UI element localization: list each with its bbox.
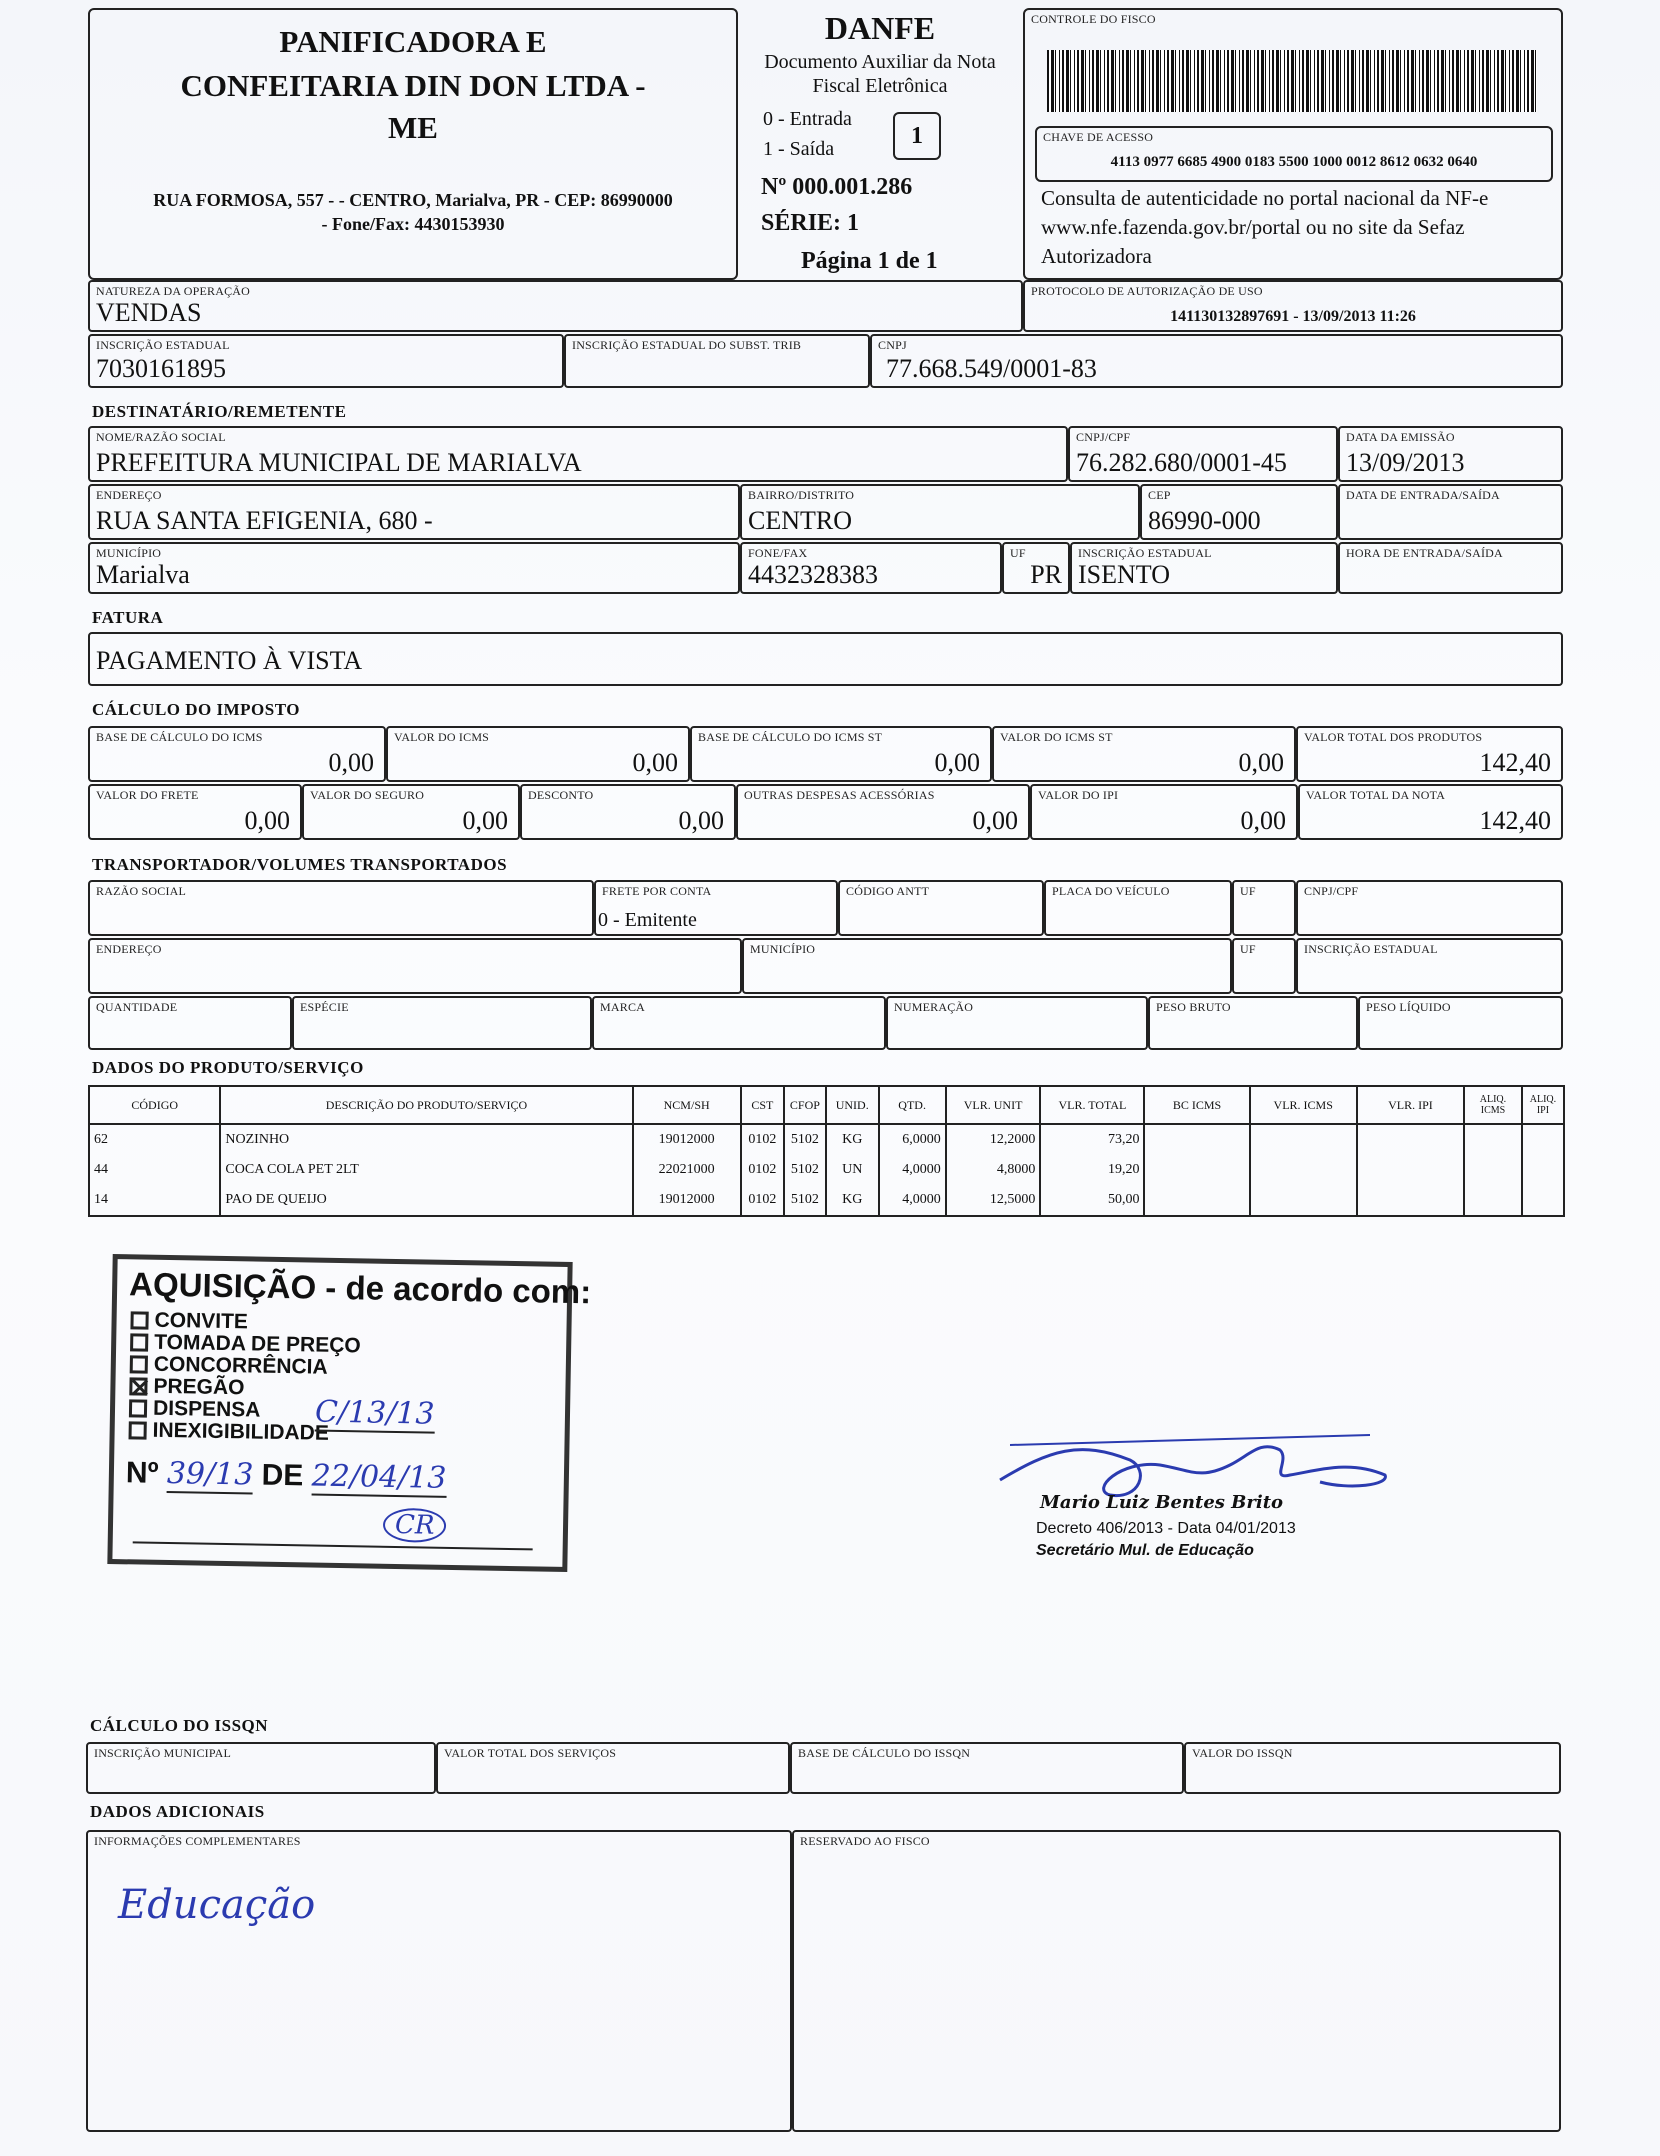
dest-entrada-cell xyxy=(1338,484,1563,540)
cell-vlr-unit: 12,2000 xyxy=(946,1124,1041,1155)
stamp-de: DE xyxy=(261,1458,304,1493)
stamp-title: AQUISIÇÃO - de acordo com: xyxy=(128,1265,592,1311)
imposto-label: VALOR DO SEGURO xyxy=(310,788,425,802)
transp-quantidade-cell xyxy=(88,996,292,1050)
danfe-serie: SÉRIE: 1 xyxy=(761,210,860,236)
imposto-cell xyxy=(1298,784,1563,840)
dest-nome-cell xyxy=(88,426,1068,482)
protocolo-value: 141130132897691 - 13/09/2013 11:26 xyxy=(1170,308,1416,325)
cell-descricao: COCA COLA PET 2LT xyxy=(220,1155,632,1185)
transp-uf2-label: UF xyxy=(1240,942,1256,956)
transp-numeracao-label: NUMERAÇÃO xyxy=(894,1000,974,1014)
cnpj-value: 77.668.549/0001-83 xyxy=(886,354,1097,383)
cell-aliq-icms xyxy=(1464,1124,1522,1155)
cell-vlr-icms xyxy=(1250,1124,1357,1155)
produtos-header-row xyxy=(89,1086,1564,1124)
dest-cnpj-cell xyxy=(1068,426,1338,482)
cell-bc-icms xyxy=(1144,1155,1249,1185)
dest-municipio-label: MUNICÍPIO xyxy=(96,546,162,560)
issqn-cell xyxy=(790,1742,1184,1794)
imposto-cell xyxy=(386,726,690,782)
imposto-value: 0,00 xyxy=(244,806,290,835)
stamp-numero-prefix: Nº xyxy=(125,1456,159,1490)
table-row xyxy=(89,1185,1564,1216)
stamp-option: CONVITE xyxy=(130,1309,361,1335)
imposto-title: CÁLCULO DO IMPOSTO xyxy=(92,700,300,719)
cell-aliq-ipi xyxy=(1522,1155,1564,1185)
issqn-title: CÁLCULO DO ISSQN xyxy=(90,1716,269,1735)
dest-fone-cell xyxy=(740,542,1002,594)
col-header: VLR. ICMS xyxy=(1250,1086,1357,1124)
issqn-cell xyxy=(1184,1742,1561,1794)
dest-bairro-value: CENTRO xyxy=(748,506,852,535)
signature-name: Mario Luiz Bentes Brito xyxy=(1040,1492,1284,1513)
cnpj-label: CNPJ xyxy=(878,338,907,352)
transp-peso-liquido-label: PESO LÍQUIDO xyxy=(1366,1000,1451,1014)
transp-municipio-cell xyxy=(742,938,1232,994)
imposto-cell xyxy=(690,726,992,782)
ie-st-label: INSCRIÇÃO ESTADUAL DO SUBST. TRIB xyxy=(572,338,802,352)
cell-unid: KG xyxy=(826,1185,879,1216)
cell-vlr-total: 50,00 xyxy=(1040,1185,1144,1216)
stamp-option-checked: PREGÃO xyxy=(129,1375,360,1401)
natureza-value: VENDAS xyxy=(96,298,202,327)
danfe-saida: 1 - Saída xyxy=(763,138,835,160)
issqn-cell xyxy=(436,1742,790,1794)
transp-quantidade-label: QUANTIDADE xyxy=(96,1000,178,1014)
ie-st-cell xyxy=(564,334,870,388)
chave-box xyxy=(1035,126,1553,182)
cell-cfop: 5102 xyxy=(784,1124,826,1155)
col-header: VLR. UNIT xyxy=(946,1086,1041,1124)
imposto-cell xyxy=(302,784,520,840)
danfe-block xyxy=(745,8,1015,280)
dest-nome-value: PREFEITURA MUNICIPAL DE MARIALVA xyxy=(96,448,582,477)
dest-bairro-label: BAIRRO/DISTRITO xyxy=(748,488,855,502)
cell-vlr-total: 19,20 xyxy=(1040,1155,1144,1185)
fatura-title: FATURA xyxy=(92,608,164,627)
transp-municipio-label: MUNICÍPIO xyxy=(750,942,816,956)
transp-marca-cell xyxy=(592,996,886,1050)
transp-antt-label: CÓDIGO ANTT xyxy=(846,884,930,898)
col-header: CFOP xyxy=(784,1086,826,1124)
stamp-signature-line xyxy=(133,1541,533,1550)
emitter-name-2: CONFEITARIA DIN DON LTDA - xyxy=(180,68,646,103)
issqn-cell xyxy=(86,1742,436,1794)
stamp-option: DISPENSA xyxy=(129,1397,360,1423)
imposto-cell xyxy=(1296,726,1563,782)
imposto-cell xyxy=(520,784,736,840)
cell-vlr-ipi xyxy=(1357,1124,1464,1155)
cell-cst: 0102 xyxy=(741,1124,784,1155)
reservado-fisco-cell xyxy=(792,1830,1561,2132)
fatura-value: PAGAMENTO À VISTA xyxy=(96,646,363,675)
transp-razao-label: RAZÃO SOCIAL xyxy=(96,884,187,898)
dest-endereco-value: RUA SANTA EFIGENIA, 680 - xyxy=(96,506,433,535)
issqn-label: VALOR DO ISSQN xyxy=(1192,1746,1293,1760)
col-header: QTD. xyxy=(879,1086,946,1124)
imposto-value: 0,00 xyxy=(1238,748,1284,777)
cell-descricao: NOZINHO xyxy=(220,1124,632,1155)
transp-peso-bruto-cell xyxy=(1148,996,1358,1050)
ie-cell xyxy=(88,334,564,388)
barcode xyxy=(1047,50,1537,112)
col-header: CÓDIGO xyxy=(89,1086,220,1124)
imposto-cell xyxy=(992,726,1296,782)
danfe-numero: Nº 000.001.286 xyxy=(761,174,913,200)
imposto-cell xyxy=(88,784,302,840)
dest-uf-label: UF xyxy=(1010,546,1026,560)
cell-qtd: 4,0000 xyxy=(879,1155,946,1185)
dest-cnpj-label: CNPJ/CPF xyxy=(1076,430,1131,444)
transp-endereco-cell xyxy=(88,938,742,994)
cell-descricao: PAO DE QUEIJO xyxy=(220,1185,632,1216)
imposto-label: VALOR DO ICMS ST xyxy=(1000,730,1113,744)
checkbox-icon xyxy=(130,1312,148,1330)
transp-numeracao-cell xyxy=(886,996,1148,1050)
issqn-label: BASE DE CÁLCULO DO ISSQN xyxy=(798,1746,971,1760)
fatura-cell xyxy=(88,632,1563,686)
cell-cfop: 5102 xyxy=(784,1155,826,1185)
transp-frete-value: 0 - Emitente xyxy=(598,909,697,931)
col-header: DESCRIÇÃO DO PRODUTO/SERVIÇO xyxy=(220,1086,632,1124)
col-header: ALIQ. IPI xyxy=(1522,1086,1564,1124)
cnpj-cell xyxy=(870,334,1563,388)
dest-hora-label: HORA DE ENTRADA/SAÍDA xyxy=(1346,546,1503,560)
dest-ie-label: INSCRIÇÃO ESTADUAL xyxy=(1078,546,1212,560)
ie-value: 7030161895 xyxy=(96,354,226,383)
emitter-name-3: ME xyxy=(388,110,438,145)
emitter-box xyxy=(88,8,738,280)
imposto-label: OUTRAS DESPESAS ACESSÓRIAS xyxy=(744,788,935,802)
stamp-rubrica: CR xyxy=(383,1508,447,1543)
imposto-value: 0,00 xyxy=(328,748,374,777)
dest-uf-cell xyxy=(1002,542,1070,594)
danfe-pagina: Página 1 de 1 xyxy=(801,248,938,274)
transp-cnpj-cell xyxy=(1296,880,1563,936)
cell-bc-icms xyxy=(1144,1124,1249,1155)
transp-frete-label: FRETE POR CONTA xyxy=(602,884,712,898)
transp-uf2-cell xyxy=(1232,938,1296,994)
col-header: ALIQ. ICMS xyxy=(1464,1086,1522,1124)
imposto-label: VALOR DO IPI xyxy=(1038,788,1119,802)
signature-decreto: Decreto 406/2013 - Data 04/01/2013 xyxy=(1036,1520,1296,1537)
issqn-label: VALOR TOTAL DOS SERVIÇOS xyxy=(444,1746,617,1760)
imposto-value: 142,40 xyxy=(1479,806,1551,835)
col-header: CST xyxy=(741,1086,784,1124)
col-header: NCM/SH xyxy=(633,1086,741,1124)
danfe-title: DANFE xyxy=(824,10,936,46)
cell-vlr-icms xyxy=(1250,1155,1357,1185)
transp-especie-label: ESPÉCIE xyxy=(300,1000,349,1014)
chave-acesso: 4113 0977 6685 4900 0183 5500 1000 0012 8612 0632 0640 xyxy=(1110,154,1478,170)
dest-fone-value: 4432328383 xyxy=(748,560,878,589)
cell-vlr-ipi xyxy=(1357,1155,1464,1185)
dest-municipio-value: Marialva xyxy=(96,560,190,589)
dest-emissao-cell xyxy=(1338,426,1563,482)
cell-vlr-icms xyxy=(1250,1185,1357,1216)
checkbox-icon xyxy=(129,1422,147,1440)
cell-vlr-unit: 4,8000 xyxy=(946,1155,1041,1185)
dest-endereco-cell xyxy=(88,484,740,540)
transp-razao-cell xyxy=(88,880,594,936)
cell-aliq-icms xyxy=(1464,1185,1522,1216)
transp-placa-cell xyxy=(1044,880,1232,936)
imposto-label: BASE DE CÁLCULO DO ICMS xyxy=(96,730,263,744)
produtos-table xyxy=(88,1085,1565,1217)
cell-vlr-total: 73,20 xyxy=(1040,1124,1144,1155)
transp-antt-cell xyxy=(838,880,1044,936)
imposto-value: 0,00 xyxy=(972,806,1018,835)
transp-uf-cell xyxy=(1232,880,1296,936)
cell-codigo: 14 xyxy=(89,1185,220,1216)
dest-ie-cell xyxy=(1070,542,1338,594)
info-handwritten: Educação xyxy=(118,1882,316,1928)
cell-ncm: 22021000 xyxy=(633,1155,741,1185)
cell-aliq-ipi xyxy=(1522,1124,1564,1155)
transp-especie-cell xyxy=(292,996,592,1050)
danfe-tipo-box: 1 xyxy=(893,112,941,160)
dest-emissao-label: DATA DA EMISSÃO xyxy=(1346,430,1455,444)
imposto-label: VALOR DO ICMS xyxy=(394,730,490,744)
cell-aliq-icms xyxy=(1464,1155,1522,1185)
natureza-cell xyxy=(88,280,1023,332)
dest-emissao-value: 13/09/2013 xyxy=(1346,448,1465,477)
imposto-label: BASE DE CÁLCULO DO ICMS ST xyxy=(698,730,883,744)
transp-cnpj-label: CNPJ/CPF xyxy=(1304,884,1359,898)
signature-block xyxy=(990,1420,1410,1580)
stamp-option: TOMADA DE PREÇO xyxy=(130,1331,361,1357)
transp-ie-cell xyxy=(1296,938,1563,994)
protocolo-label: PROTOCOLO DE AUTORIZAÇÃO DE USO xyxy=(1031,284,1263,298)
cell-aliq-ipi xyxy=(1522,1185,1564,1216)
cell-unid: UN xyxy=(826,1155,879,1185)
transporte-title: TRANSPORTADOR/VOLUMES TRANSPORTADOS xyxy=(92,855,508,874)
transp-ie-label: INSCRIÇÃO ESTADUAL xyxy=(1304,942,1438,956)
produtos-title: DADOS DO PRODUTO/SERVIÇO xyxy=(92,1058,364,1077)
cell-unid: KG xyxy=(826,1124,879,1155)
cell-qtd: 4,0000 xyxy=(879,1185,946,1216)
imposto-cell xyxy=(1030,784,1298,840)
imposto-value: 0,00 xyxy=(632,748,678,777)
cell-ncm: 19012000 xyxy=(633,1124,741,1155)
reservado-fisco-label: RESERVADO AO FISCO xyxy=(800,1834,930,1848)
stamp-numero-line xyxy=(126,1455,447,1496)
aquisicao-stamp xyxy=(107,1254,592,1572)
table-row xyxy=(89,1155,1564,1185)
imposto-value: 0,00 xyxy=(934,748,980,777)
signature-cargo: Secretário Mul. de Educação xyxy=(1036,1542,1254,1559)
cell-cst: 0102 xyxy=(741,1185,784,1216)
cell-ncm: 19012000 xyxy=(633,1185,741,1216)
checked-checkbox-icon xyxy=(129,1378,147,1396)
dest-fone-label: FONE/FAX xyxy=(748,546,808,560)
checkbox-icon xyxy=(130,1356,148,1374)
natureza-label: NATUREZA DA OPERAÇÃO xyxy=(96,284,251,298)
imposto-value: 0,00 xyxy=(678,806,724,835)
imposto-value: 0,00 xyxy=(462,806,508,835)
checkbox-icon xyxy=(129,1400,147,1418)
checkbox-icon xyxy=(130,1334,148,1352)
emitter-name-1: PANIFICADORA E xyxy=(279,24,547,59)
issqn-label: INSCRIÇÃO MUNICIPAL xyxy=(94,1746,232,1760)
destinatario-title: DESTINATÁRIO/REMETENTE xyxy=(92,402,347,421)
col-header: UNID. xyxy=(826,1086,879,1124)
dest-bairro-cell xyxy=(740,484,1140,540)
dest-cnpj-value: 76.282.680/0001-45 xyxy=(1076,448,1287,477)
dest-entrada-label: DATA DE ENTRADA/SAÍDA xyxy=(1346,488,1500,502)
col-header: VLR. TOTAL xyxy=(1040,1086,1144,1124)
cell-cst: 0102 xyxy=(741,1155,784,1185)
cell-vlr-unit: 12,5000 xyxy=(946,1185,1041,1216)
table-row xyxy=(89,1124,1564,1155)
stamp-option: INEXIGIBILIDADE xyxy=(128,1419,359,1445)
cell-qtd: 6,0000 xyxy=(879,1124,946,1155)
transp-frete-cell xyxy=(594,880,838,936)
stamp-option: CONCORRÊNCIA xyxy=(130,1353,361,1379)
dest-municipio-cell xyxy=(88,542,740,594)
cell-cfop: 5102 xyxy=(784,1185,826,1216)
col-header: VLR. IPI xyxy=(1357,1086,1464,1124)
protocolo-cell xyxy=(1023,280,1563,332)
danfe-entrada: 0 - Entrada xyxy=(763,108,852,130)
emitter-phone: - Fone/Fax: 4430153930 xyxy=(321,214,505,234)
fisco-box xyxy=(1023,8,1563,280)
controle-fisco-label: CONTROLE DO FISCO xyxy=(1031,12,1156,26)
consulta-text: Consulta de autenticidade no portal nacional da NF-e www.nfe.fazenda.gov.br/portal ou no site da Sefaz Autorizadora xyxy=(1041,186,1489,268)
imposto-label: VALOR TOTAL DOS PRODUTOS xyxy=(1304,730,1483,744)
stamp-processo: C/13/13 xyxy=(314,1394,435,1432)
transp-endereco-label: ENDEREÇO xyxy=(96,942,162,956)
imposto-cell xyxy=(736,784,1030,840)
chave-label: CHAVE DE ACESSO xyxy=(1043,130,1154,144)
adicionais-title: DADOS ADICIONAIS xyxy=(90,1802,265,1821)
info-complementares-cell xyxy=(86,1830,792,2132)
stamp-numero: 39/13 xyxy=(166,1455,254,1493)
dest-nome-label: NOME/RAZÃO SOCIAL xyxy=(96,430,226,444)
dest-uf-value: PR xyxy=(1030,560,1062,589)
transp-marca-label: MARCA xyxy=(600,1000,646,1014)
cell-vlr-ipi xyxy=(1357,1185,1464,1216)
cell-codigo: 62 xyxy=(89,1124,220,1155)
dest-cep-label: CEP xyxy=(1148,488,1171,502)
dest-cep-cell xyxy=(1140,484,1338,540)
imposto-label: DESCONTO xyxy=(528,788,594,802)
dest-endereco-label: ENDEREÇO xyxy=(96,488,162,502)
danfe-subtitle: Documento Auxiliar da Nota Fiscal Eletrônica xyxy=(764,51,996,97)
imposto-cell xyxy=(88,726,386,782)
cell-bc-icms xyxy=(1144,1185,1249,1216)
transp-uf-label: UF xyxy=(1240,884,1256,898)
transp-peso-liquido-cell xyxy=(1358,996,1563,1050)
imposto-label: VALOR TOTAL DA NOTA xyxy=(1306,788,1446,802)
stamp-data: 22/04/13 xyxy=(311,1458,447,1496)
imposto-value: 0,00 xyxy=(1240,806,1286,835)
ie-label: INSCRIÇÃO ESTADUAL xyxy=(96,338,230,352)
transp-placa-label: PLACA DO VEÍCULO xyxy=(1052,884,1170,898)
dest-cep-value: 86990-000 xyxy=(1148,506,1261,535)
imposto-label: VALOR DO FRETE xyxy=(96,788,199,802)
col-header: BC ICMS xyxy=(1144,1086,1249,1124)
dest-ie-value: ISENTO xyxy=(1078,560,1170,589)
transp-peso-bruto-label: PESO BRUTO xyxy=(1156,1000,1231,1014)
cell-codigo: 44 xyxy=(89,1155,220,1185)
emitter-address: RUA FORMOSA, 557 - - CENTRO, Marialva, PR - CEP: 86990000 xyxy=(153,190,673,210)
imposto-value: 142,40 xyxy=(1479,748,1551,777)
info-complementares-label: INFORMAÇÕES COMPLEMENTARES xyxy=(94,1834,301,1848)
dest-hora-cell xyxy=(1338,542,1563,594)
